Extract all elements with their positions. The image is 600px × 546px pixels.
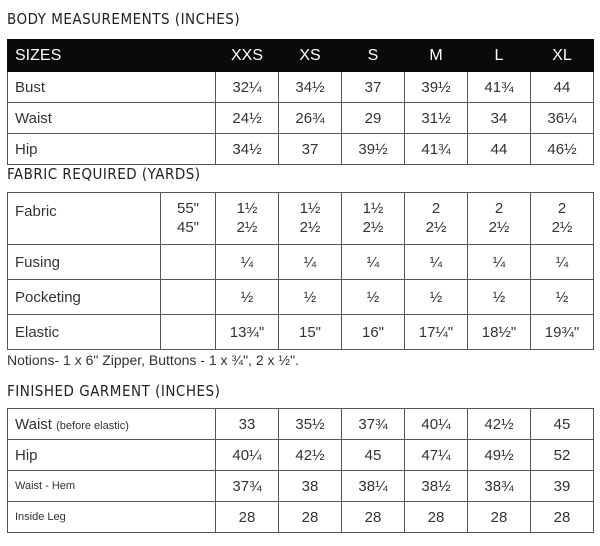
empty-cell bbox=[161, 245, 216, 280]
inside-leg-row bbox=[8, 502, 594, 533]
table-cell: 28 bbox=[342, 502, 405, 533]
row-label: Hip bbox=[8, 440, 216, 471]
fabric-required-table bbox=[7, 192, 594, 350]
table-cell: 37 bbox=[342, 72, 405, 103]
elastic-row bbox=[8, 315, 594, 350]
table-cell: ¼ bbox=[342, 245, 405, 280]
table-cell: 24½ bbox=[216, 103, 279, 134]
table-cell: 39 bbox=[531, 471, 594, 502]
table-cell: 35½ bbox=[279, 409, 342, 440]
fabric-row bbox=[8, 193, 594, 245]
table-cell: 40¼ bbox=[216, 440, 279, 471]
table-cell: 26¾ bbox=[279, 103, 342, 134]
row-label: Hip bbox=[8, 134, 216, 165]
empty-cell bbox=[161, 315, 216, 350]
body-measurements-title: BODY MEASUREMENTS (INCHES) bbox=[7, 10, 241, 28]
table-cell: 41¾ bbox=[405, 134, 468, 165]
fabric-width-45: 45" bbox=[176, 219, 199, 236]
table-cell: ¼ bbox=[531, 245, 594, 280]
table-cell: ¼ bbox=[468, 245, 531, 280]
row-label: Inside Leg bbox=[8, 502, 216, 533]
yardage-45: 2½ bbox=[488, 219, 510, 236]
empty-cell bbox=[161, 280, 216, 315]
sizes-header-row bbox=[8, 40, 594, 72]
table-cell: 28 bbox=[531, 502, 594, 533]
table-cell: 19¾" bbox=[531, 315, 594, 350]
table-cell: 29 bbox=[342, 103, 405, 134]
waist-hem-row bbox=[8, 471, 594, 502]
table-cell: ½ bbox=[279, 280, 342, 315]
table-cell: 38¼ bbox=[342, 471, 405, 502]
bust-row bbox=[8, 72, 594, 103]
table-cell: 38 bbox=[279, 471, 342, 502]
size-m-header: M bbox=[405, 40, 468, 72]
table-cell: 38½ bbox=[405, 471, 468, 502]
finished-garment-title: FINISHED GARMENT (INCHES) bbox=[7, 382, 221, 400]
table-cell: 39½ bbox=[342, 134, 405, 165]
table-cell: 31½ bbox=[405, 103, 468, 134]
table-cell: 47¼ bbox=[405, 440, 468, 471]
table-cell: 38¾ bbox=[468, 471, 531, 502]
yardage-55: 2 bbox=[494, 200, 504, 217]
size-l-header: L bbox=[468, 40, 531, 72]
table-cell: 17¼" bbox=[405, 315, 468, 350]
fabric-width-cell bbox=[161, 193, 216, 245]
table-cell bbox=[342, 193, 405, 245]
table-cell: ¼ bbox=[405, 245, 468, 280]
yardage-45: 2½ bbox=[299, 219, 321, 236]
table-cell: 34 bbox=[468, 103, 531, 134]
table-cell: 44 bbox=[468, 134, 531, 165]
row-label: Pocketing bbox=[8, 280, 161, 315]
table-cell: ¼ bbox=[279, 245, 342, 280]
yardage-55: 2 bbox=[431, 200, 441, 217]
row-label: Elastic bbox=[8, 315, 161, 350]
row-label: Waist bbox=[8, 103, 216, 134]
hip-row bbox=[8, 440, 594, 471]
pocketing-row bbox=[8, 280, 594, 315]
size-xxs-header: XXS bbox=[216, 40, 279, 72]
yardage-45: 2½ bbox=[425, 219, 447, 236]
table-cell: 49½ bbox=[468, 440, 531, 471]
sizes-header: SIZES bbox=[8, 40, 216, 72]
table-cell: ½ bbox=[405, 280, 468, 315]
table-cell bbox=[531, 193, 594, 245]
table-cell: ¼ bbox=[216, 245, 279, 280]
table-cell: 44 bbox=[531, 72, 594, 103]
finished-garment-table bbox=[7, 408, 594, 533]
table-cell bbox=[216, 193, 279, 245]
yardage-55: 1½ bbox=[299, 200, 321, 217]
body-measurements-table bbox=[7, 39, 594, 165]
table-cell: 34½ bbox=[279, 72, 342, 103]
yardage-45: 2½ bbox=[236, 219, 258, 236]
table-cell: 33 bbox=[216, 409, 279, 440]
table-cell bbox=[279, 193, 342, 245]
fabric-required-title: FABRIC REQUIRED (YARDS) bbox=[7, 165, 201, 183]
table-cell: 28 bbox=[216, 502, 279, 533]
table-cell: 18½" bbox=[468, 315, 531, 350]
table-cell: 16" bbox=[342, 315, 405, 350]
row-label: Fusing bbox=[8, 245, 161, 280]
table-cell: 28 bbox=[405, 502, 468, 533]
table-cell: ½ bbox=[216, 280, 279, 315]
waist-row bbox=[8, 103, 594, 134]
size-xs-header: XS bbox=[279, 40, 342, 72]
row-label: Waist - Hem bbox=[8, 471, 216, 502]
hip-row bbox=[8, 134, 594, 165]
row-label-note: (before elastic) bbox=[56, 419, 129, 432]
row-label bbox=[8, 409, 216, 440]
yardage-55: 2 bbox=[557, 200, 567, 217]
table-cell: 42½ bbox=[279, 440, 342, 471]
table-cell: 39½ bbox=[405, 72, 468, 103]
waist-before-elastic-row bbox=[8, 409, 594, 440]
fabric-width-55: 55" bbox=[176, 200, 199, 217]
table-cell: 37¾ bbox=[342, 409, 405, 440]
yardage-55: 1½ bbox=[362, 200, 384, 217]
table-cell: 37 bbox=[279, 134, 342, 165]
row-label-text: Waist bbox=[15, 415, 52, 433]
fusing-row bbox=[8, 245, 594, 280]
row-label: Bust bbox=[8, 72, 216, 103]
table-cell: ½ bbox=[468, 280, 531, 315]
yardage-45: 2½ bbox=[551, 219, 573, 236]
table-cell: 41¾ bbox=[468, 72, 531, 103]
size-xl-header: XL bbox=[531, 40, 594, 72]
table-cell: 52 bbox=[531, 440, 594, 471]
table-cell: ½ bbox=[342, 280, 405, 315]
table-cell: 37¾ bbox=[216, 471, 279, 502]
table-cell bbox=[468, 193, 531, 245]
table-cell: 42½ bbox=[468, 409, 531, 440]
table-cell: 32¼ bbox=[216, 72, 279, 103]
yardage-55: 1½ bbox=[236, 200, 258, 217]
size-s-header: S bbox=[342, 40, 405, 72]
table-cell: 40¼ bbox=[405, 409, 468, 440]
table-cell: 13¾" bbox=[216, 315, 279, 350]
table-cell: 46½ bbox=[531, 134, 594, 165]
table-cell: 45 bbox=[342, 440, 405, 471]
table-cell: ½ bbox=[531, 280, 594, 315]
table-cell: 28 bbox=[468, 502, 531, 533]
table-cell: 15" bbox=[279, 315, 342, 350]
table-cell bbox=[405, 193, 468, 245]
row-label: Fabric bbox=[8, 193, 161, 245]
notions-text: Notions- 1 x 6" Zipper, Buttons - 1 x ¾", 2 x ½". bbox=[7, 352, 299, 368]
table-cell: 34½ bbox=[216, 134, 279, 165]
yardage-45: 2½ bbox=[362, 219, 384, 236]
table-cell: 28 bbox=[279, 502, 342, 533]
table-cell: 36¼ bbox=[531, 103, 594, 134]
table-cell: 45 bbox=[531, 409, 594, 440]
